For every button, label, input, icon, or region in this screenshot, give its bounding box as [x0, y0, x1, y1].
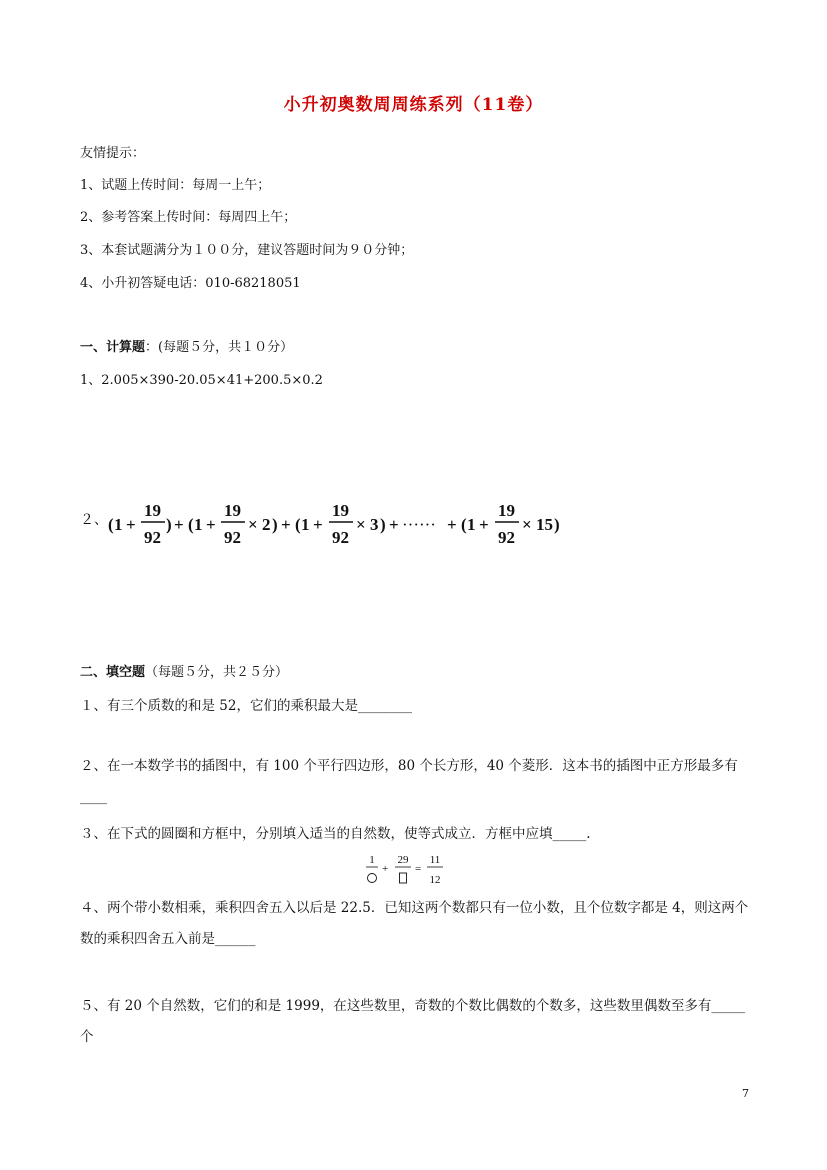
equation-numerator: 1: [369, 854, 375, 866]
blank-circle: [368, 874, 377, 883]
formula-open-paren: (: [188, 515, 194, 534]
fill-question-3-equation: [366, 850, 448, 890]
calc-question-1: 1、2.005×390-20.05×41+200.5×0.2: [80, 373, 323, 388]
formula-close-paren: ): [166, 515, 172, 534]
formula-plus: +: [281, 515, 291, 534]
fill-question-1: １、有三个质数的和是 52，它们的乘积最大是________: [80, 698, 412, 714]
equation-numerator: 11: [429, 854, 441, 866]
formula-ellipsis: ······: [402, 515, 436, 534]
formula-times: ×: [248, 515, 258, 534]
formula-multiplier: 2: [262, 515, 271, 534]
section1-heading: [80, 336, 293, 355]
calc-question-2-formula: [104, 496, 564, 548]
formula-times: ×: [356, 515, 366, 534]
formula-numerator: 19: [144, 501, 161, 520]
equation-denominator: 12: [429, 874, 441, 886]
equation-equals: =: [415, 863, 422, 875]
fill-question-2: ２、在一本数学书的插图中，有 100 个平行四边形，80 个长方形，40 个菱形．这本书的插图中正方形最多有____: [80, 758, 738, 805]
formula-open-paren: (: [295, 515, 301, 534]
formula-numerator: 19: [332, 501, 349, 520]
formula-close-paren: ): [380, 515, 386, 534]
formula-plus: +: [313, 515, 323, 534]
formula-close-paren: ): [272, 515, 278, 534]
section2-title: 二、填空题: [80, 665, 146, 680]
formula-one: 1: [194, 515, 203, 534]
blank-box: [400, 873, 407, 883]
formula-plus: +: [206, 515, 216, 534]
formula-numerator: 19: [498, 501, 515, 520]
tip-item: 1、试题上传时间：每周一上午；: [80, 178, 271, 193]
formula-plus: +: [174, 515, 184, 534]
tip-item: 4、小升初答疑电话：010-68218051: [80, 276, 301, 291]
section1-title: 一、计算题: [80, 340, 146, 355]
tip-item: 2、参考答案上传时间：每周四上午；: [80, 210, 297, 225]
formula-open-paren: (: [108, 515, 114, 534]
formula-one: 1: [467, 515, 476, 534]
formula-plus: +: [447, 515, 457, 534]
fill-question-4: ４、两个带小数相乘，乘积四舍五入以后是 22.5．已知这两个数都只有一位小数，且个位数字都是 4，则这两个数的乘积四舍五入前是______: [80, 900, 749, 947]
formula-plus: +: [389, 515, 399, 534]
page-number: 7: [742, 1087, 749, 1100]
section2-heading: [80, 661, 288, 680]
formula-times: ×: [522, 515, 532, 534]
formula-plus: +: [479, 515, 489, 534]
formula-one: 1: [301, 515, 310, 534]
formula-numerator: 19: [224, 501, 241, 520]
fill-question-5: ５、有 20 个自然数，它们的和是 1999，在这些数里，奇数的个数比偶数的个数多，这些数里偶数至多有_____个: [80, 998, 746, 1045]
section2-note: （每题５分，共２５分）: [145, 665, 289, 680]
tip-item: 3、本套试题满分为１００分，建议答题时间为９０分钟；: [80, 243, 414, 258]
formula-denominator: 92: [224, 528, 241, 547]
equation-numerator: 29: [397, 854, 409, 866]
formula-denominator: 92: [332, 528, 349, 547]
calc-question-2-label: ２、: [80, 512, 108, 528]
equation-plus: +: [382, 863, 389, 875]
formula-denominator: 92: [498, 528, 515, 547]
formula-open-paren: (: [461, 515, 467, 534]
formula-multiplier: 3: [370, 515, 379, 534]
page-title: 小升初奥数周周练系列（11卷）: [283, 95, 544, 115]
formula-close-paren: ): [554, 515, 560, 534]
fill-question-3: ３、在下式的圆圈和方框中，分别填入适当的自然数，使等式成立．方框中应填_____.: [80, 826, 591, 842]
formula-one: 1: [114, 515, 123, 534]
formula-plus: +: [126, 515, 136, 534]
tips-heading: 友情提示：: [80, 146, 146, 161]
section1-note: ：(每题５分，共１０分）: [145, 340, 294, 355]
formula-multiplier: 15: [536, 515, 553, 534]
formula-denominator: 92: [144, 528, 161, 547]
